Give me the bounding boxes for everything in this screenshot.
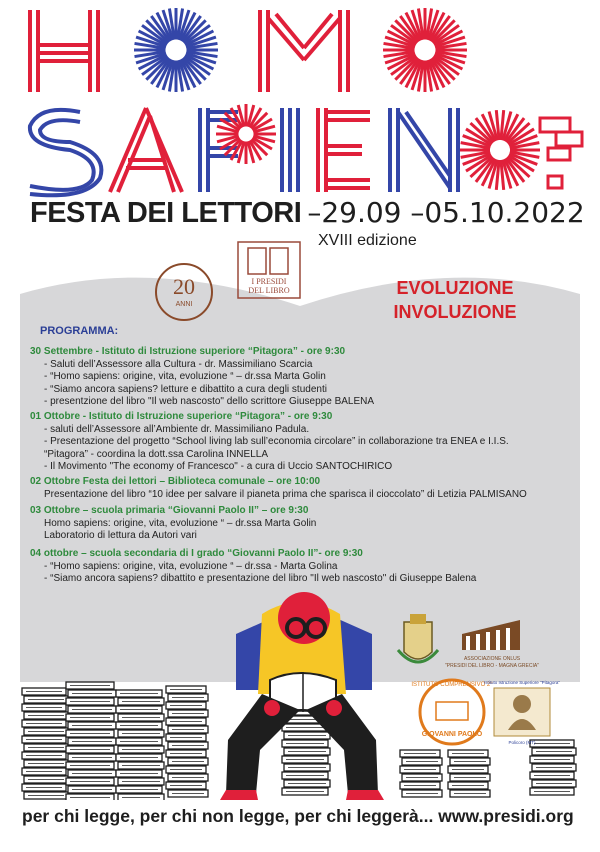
section-line: - Presentazione del progetto “School living lab sull’economia circolare” in collaborazione tra ENEA e I.I.S. xyxy=(44,436,509,447)
programma-label: PROGRAMMA: xyxy=(40,325,119,337)
section-heading: 04 ottobre – scuola secondaria di I grado “Giovanni Paolo II”- ore 9:30 xyxy=(30,548,363,559)
section-line: - “Siamo ancora sapiens? dibattito e presentazione del libro "Il web nascosto" di Giuseppe Balena xyxy=(44,573,477,584)
presidi-del-libro-stamp xyxy=(236,240,302,300)
homo-lettering xyxy=(30,8,467,92)
footer-tagline: per chi legge, per chi non legge, per chi leggerà... www.presidi.org xyxy=(22,806,574,826)
section-line: - “Homo sapiens: origine, vita, evoluzione “ – dr.ssa - Marta Golina xyxy=(44,560,338,572)
headline-line1: EVOLUZIONE xyxy=(396,278,514,298)
book-spine xyxy=(118,794,164,800)
program-section xyxy=(30,411,509,474)
presidi-line1: I PRESIDI xyxy=(251,277,287,286)
anni-text: ANNI xyxy=(175,301,193,308)
istituto-comprensivo-seal xyxy=(411,680,493,744)
headline xyxy=(360,276,550,324)
festival-title: FESTA DEI LETTORI xyxy=(30,197,302,229)
presidi-line2: DEL LIBRO xyxy=(248,286,290,295)
section-heading: 01 Ottobre - Istituto di Istruzione superiore “Pitagora” - ore 9:30 xyxy=(30,411,333,422)
istituto-pitagora-logo xyxy=(484,680,560,745)
section-line: - “Homo sapiens: origine, vita, evoluzione “ – dr.ssa Marta Golin xyxy=(44,371,326,382)
festival-dates: –29.09 –05.10.2022 xyxy=(307,196,585,229)
pitagora-line2: Policoro (MT) xyxy=(508,740,536,745)
comprensivo-line1: ISTITUTO COMPRENSIVO 2° xyxy=(411,682,493,688)
edition-label: XVIII edizione xyxy=(318,232,417,249)
masthead-artwork xyxy=(0,0,600,200)
sapiens-lettering xyxy=(30,104,582,195)
section-line: “Pitagora” - coordina la dott.ssa Carolina INNELLA xyxy=(44,448,268,460)
section-line: - “Siamo ancora sapiens? letture e dibattito a cura degli studenti xyxy=(44,383,327,395)
bottom-artwork xyxy=(0,590,600,800)
20-anni-logo xyxy=(152,260,216,324)
program-section xyxy=(30,476,527,501)
pitagora-line1: Istituto Istruzione Superiore "Pitagora" xyxy=(484,680,560,685)
section-line: Laboratorio di lettura da Autori vari xyxy=(44,530,197,541)
program-section xyxy=(30,548,476,586)
section-line: - Saluti dell’Assessore alla Cultura - dr. Massimiliano Scarcia xyxy=(44,358,313,370)
associazione-line1: ASSOCIAZIONE ONLUS xyxy=(463,656,521,662)
section-line: - presentzione del libro "Il web nascosto" dello scrittore Giuseppe BALENA xyxy=(44,396,375,407)
section-line: - Il Movimento "The economy of Francesco" - a cura di Uccio SANTOCHIRICO xyxy=(44,461,393,472)
associazione-line2: "PRESIDI DEL LIBRO - MAGNA GRECIA" xyxy=(445,663,539,669)
municipal-crest-icon xyxy=(398,614,438,662)
associazione-logo xyxy=(445,620,539,669)
title-row xyxy=(30,196,590,236)
section-line: - saluti dell’Assessore all’Ambiente dr. Massimiliano Padula. xyxy=(44,423,310,435)
headline-line2: INVOLUZIONE xyxy=(393,302,517,322)
section-heading: 30 Settembre - Istituto di Istruzione superiore “Pitagora” - ore 9:30 xyxy=(30,346,346,357)
section-heading: 02 Ottobre Festa dei lettori – Biblioteca comunale – ore 10:00 xyxy=(30,476,321,487)
section-heading: 03 Ottobre – scuola primaria “Giovanni Paolo II” – ore 9:30 xyxy=(30,505,309,516)
comprensivo-line2: GIOVANNI PAOLO xyxy=(421,731,483,738)
program-section xyxy=(30,505,316,543)
section-line: Homo sapiens: origine, vita, evoluzione “ – dr.ssa Marta Golin xyxy=(44,517,317,529)
section-line: Presentazione del libro “10 idee per salvare il pianeta prima che sparisca il cioccolato” di Letizia PALMISANO xyxy=(44,488,527,500)
program-section xyxy=(30,346,374,409)
book-spine xyxy=(66,794,114,800)
anni-number: 20 xyxy=(173,274,195,299)
